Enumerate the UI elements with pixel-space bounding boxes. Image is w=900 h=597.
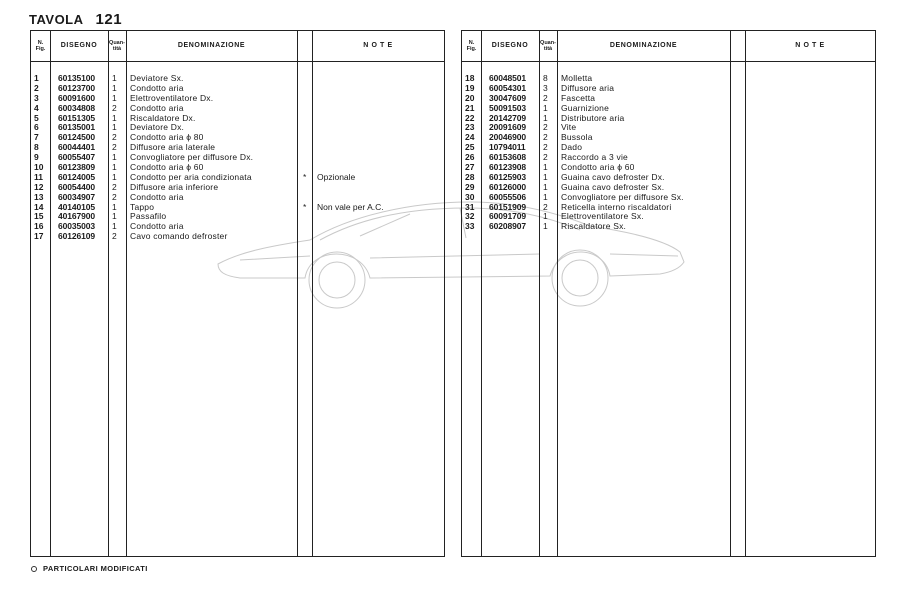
- row-description: Fascetta: [561, 92, 596, 103]
- row-fig-number: 33: [465, 221, 475, 232]
- row-fig-number: 9: [34, 152, 39, 163]
- row-description: Vite: [561, 122, 577, 133]
- row-part-code: 60035003: [58, 221, 96, 232]
- parts-table-right: [461, 30, 876, 557]
- row-description: Deviatore Dx.: [130, 122, 185, 133]
- parts-table-left: [30, 30, 445, 557]
- row-part-code: 60126109: [58, 231, 96, 242]
- row-part-code: 60123700: [58, 82, 96, 93]
- row-description: Condotto aria ϕ 60: [561, 162, 635, 173]
- row-description: Convogliatore per diffusore Sx.: [561, 191, 684, 202]
- row-quantity: 1: [543, 181, 548, 192]
- row-quantity: 1: [543, 171, 548, 182]
- row-description: Deviatore Sx.: [130, 73, 184, 83]
- header-denominazione: DENOMINAZIONE: [177, 42, 246, 49]
- row-quantity: 1: [112, 211, 117, 222]
- row-description: Condotto aria: [130, 191, 184, 202]
- row-quantity: 1: [112, 92, 117, 103]
- row-quantity: 1: [112, 171, 117, 182]
- row-fig-number: 16: [34, 221, 44, 232]
- row-fig-number: 11: [34, 171, 43, 182]
- row-quantity: 1: [543, 162, 548, 173]
- header-quantity: Quan- tità: [109, 40, 125, 52]
- row-fig-number: 12: [34, 181, 44, 192]
- row-fig-number: 19: [465, 82, 475, 93]
- row-fig-number: 31: [465, 201, 475, 212]
- table-row: [462, 222, 875, 232]
- row-part-code: 60135001: [58, 122, 96, 133]
- row-part-code: 20046900: [489, 132, 527, 143]
- row-part-code: 10794011: [489, 142, 526, 153]
- row-quantity: 2: [543, 201, 548, 212]
- row-part-code: 60055407: [58, 152, 96, 163]
- footer-label: PARTICOLARI MODIFICATI: [43, 564, 148, 573]
- row-quantity: 1: [112, 152, 117, 163]
- row-description: Diffusore aria inferiore: [130, 181, 219, 192]
- row-quantity: 2: [543, 152, 548, 163]
- row-description: Raccordo a 3 vie: [561, 152, 628, 163]
- row-description: Passafilo: [130, 211, 167, 222]
- row-note-marker: *: [303, 201, 307, 212]
- row-part-code: 60123809: [58, 162, 96, 173]
- row-quantity: 2: [543, 132, 548, 143]
- row-description: Riscaldatore Dx.: [130, 112, 196, 123]
- row-part-code: 40167900: [58, 211, 96, 222]
- row-fig-number: 14: [34, 201, 44, 212]
- row-quantity: 1: [543, 112, 548, 123]
- row-quantity: 1: [543, 191, 548, 202]
- row-description: Diffusore aria laterale: [130, 142, 216, 153]
- row-description: Condotto per aria condizionata: [130, 171, 252, 182]
- row-description: Condotto aria: [130, 82, 184, 93]
- row-quantity: 2: [112, 102, 117, 113]
- row-part-code: 60208907: [489, 221, 527, 232]
- header-fig: N. Fig.: [466, 40, 477, 52]
- row-quantity: 2: [112, 181, 117, 192]
- row-description: Dado: [561, 142, 583, 153]
- row-description: Condotto aria: [130, 221, 184, 232]
- row-quantity: 2: [112, 231, 117, 242]
- row-description: Tappo: [130, 201, 155, 212]
- row-description: Cavo comando defroster: [130, 231, 228, 242]
- row-fig-number: 23: [465, 122, 475, 133]
- row-description: Bussola: [561, 132, 593, 143]
- row-quantity: 1: [112, 221, 117, 232]
- row-note-marker: *: [303, 171, 307, 182]
- row-part-code: 50091503: [489, 102, 527, 113]
- circle-marker-icon: [31, 566, 37, 572]
- row-quantity: 1: [112, 112, 117, 123]
- row-fig-number: 20: [465, 92, 475, 103]
- row-fig-number: 25: [465, 142, 475, 153]
- row-fig-number: 27: [465, 162, 475, 173]
- parts-rows-right: [462, 74, 875, 232]
- row-part-code: 60091709: [489, 211, 527, 222]
- row-quantity: 1: [543, 102, 548, 113]
- row-fig-number: 15: [34, 211, 44, 222]
- row-part-code: 20091609: [489, 122, 527, 133]
- row-fig-number: 8: [34, 142, 39, 153]
- footer-legend: [31, 564, 148, 573]
- row-quantity: 1: [543, 211, 548, 222]
- row-fig-number: 24: [465, 132, 475, 143]
- row-fig-number: 3: [34, 92, 39, 103]
- row-part-code: 60151305: [58, 112, 96, 123]
- row-fig-number: 22: [465, 112, 475, 123]
- page-title-number: 121: [95, 11, 123, 28]
- row-fig-number: 26: [465, 152, 475, 163]
- row-fig-number: 10: [34, 162, 44, 173]
- row-fig-number: 32: [465, 211, 475, 222]
- row-fig-number: 28: [465, 171, 475, 182]
- row-part-code: 60151909: [489, 201, 527, 212]
- row-fig-number: 18: [465, 73, 475, 83]
- row-part-code: 60054301: [489, 82, 527, 93]
- row-part-code: 60126000: [489, 181, 527, 192]
- row-quantity: 2: [112, 132, 117, 143]
- row-part-code: 60153608: [489, 152, 527, 163]
- row-part-code: 30047609: [489, 92, 527, 103]
- row-quantity: 1: [543, 221, 548, 232]
- header-disegno: DISEGNO: [491, 42, 529, 49]
- row-part-code: 60135100: [58, 73, 96, 83]
- row-fig-number: 7: [34, 132, 39, 143]
- row-part-code: 60124005: [58, 171, 96, 182]
- row-description: Riscaldatore Sx.: [561, 221, 627, 232]
- row-part-code: 60054400: [58, 181, 96, 192]
- row-part-code: 60123908: [489, 162, 527, 173]
- header-denominazione: DENOMINAZIONE: [609, 42, 678, 49]
- row-note: Opzionale: [317, 171, 356, 182]
- row-quantity: 2: [543, 122, 548, 133]
- parts-rows-left: [31, 74, 444, 242]
- row-quantity: 1: [112, 82, 117, 93]
- row-fig-number: 4: [34, 102, 39, 113]
- row-part-code: 60055506: [489, 191, 527, 202]
- row-part-code: 60044401: [58, 142, 96, 153]
- table-row: [31, 232, 444, 242]
- row-description: Elettroventilatore Dx.: [130, 92, 214, 103]
- header-quantity: Quan- tità: [540, 40, 556, 52]
- row-quantity: 2: [543, 92, 548, 103]
- row-fig-number: 1: [34, 73, 39, 83]
- row-fig-number: 13: [34, 191, 44, 202]
- row-description: Condotto aria ϕ 60: [130, 162, 204, 173]
- row-description: Elettroventilatore Sx.: [561, 211, 644, 222]
- row-part-code: 60124500: [58, 132, 96, 143]
- header-disegno: DISEGNO: [60, 42, 98, 49]
- row-description: Convogliatore per diffusore Dx.: [130, 152, 254, 163]
- header-note: N O T E: [795, 42, 825, 49]
- row-fig-number: 6: [34, 122, 39, 133]
- page-title: [29, 11, 122, 28]
- row-quantity: 1: [112, 73, 117, 83]
- page-title-label: TAVOLA: [29, 12, 84, 27]
- row-description: Distributore aria: [561, 112, 625, 123]
- row-fig-number: 30: [465, 191, 475, 202]
- row-quantity: 2: [112, 191, 117, 202]
- row-description: Guarnizione: [561, 102, 610, 113]
- row-part-code: 60048501: [489, 73, 527, 83]
- row-part-code: 60034808: [58, 102, 96, 113]
- row-fig-number: 21: [465, 102, 475, 113]
- row-quantity: 2: [543, 142, 548, 153]
- row-fig-number: 5: [34, 112, 39, 123]
- row-description: Condotto aria ϕ 80: [130, 132, 204, 143]
- row-fig-number: 29: [465, 181, 475, 192]
- row-description: Guaina cavo defroster Dx.: [561, 171, 665, 182]
- row-description: Diffusore aria: [561, 82, 615, 93]
- row-quantity: 1: [112, 162, 117, 173]
- row-part-code: 60034907: [58, 191, 96, 202]
- row-part-code: 40140105: [58, 201, 96, 212]
- row-quantity: 1: [112, 122, 117, 133]
- row-part-code: 60091600: [58, 92, 96, 103]
- row-quantity: 3: [543, 82, 548, 93]
- row-fig-number: 2: [34, 82, 39, 93]
- row-description: Condotto aria: [130, 102, 184, 113]
- row-quantity: 8: [543, 73, 548, 83]
- row-quantity: 1: [112, 201, 117, 212]
- row-part-code: 20142709: [489, 112, 527, 123]
- header-fig: N. Fig.: [35, 40, 46, 52]
- row-part-code: 60125903: [489, 171, 527, 182]
- row-fig-number: 17: [34, 231, 44, 242]
- row-note: Non vale per A.C.: [317, 201, 384, 212]
- row-description: Reticella interno riscaldatori: [561, 201, 672, 212]
- row-description: Guaina cavo defroster Sx.: [561, 181, 665, 192]
- row-quantity: 2: [112, 142, 117, 153]
- header-note: N O T E: [363, 42, 393, 49]
- row-description: Molletta: [561, 73, 593, 83]
